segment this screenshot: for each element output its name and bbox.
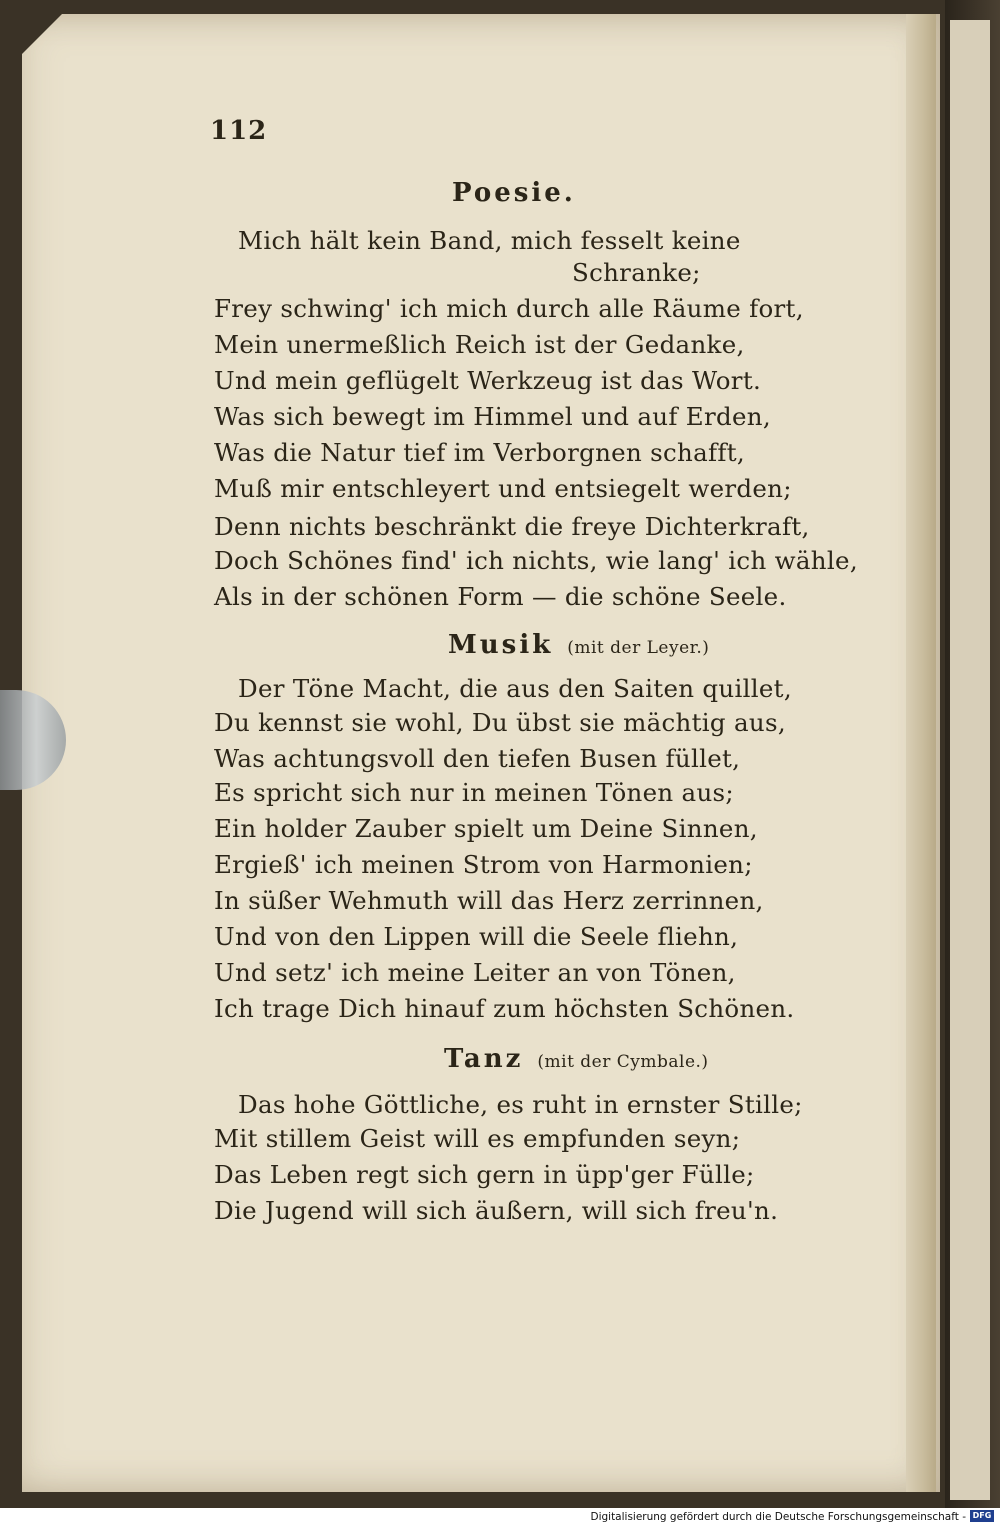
heading-note: (mit der Cymbale.): [537, 1052, 709, 1072]
poem-line: Das hohe Göttliche, es ruht in ernster Stille;: [238, 1090, 803, 1119]
poem-line: Ich trage Dich hinauf zum höchsten Schönen.: [214, 994, 795, 1023]
funding-credit: Digitalisierung gefördert durch die Deutsche Forschungsgemeinschaft -: [590, 1511, 966, 1523]
poem-line: Schranke;: [572, 258, 701, 287]
poem-line: Doch Schönes find' ich nichts, wie lang' ich wähle,: [214, 546, 858, 575]
poem-line: Und setz' ich meine Leiter an von Tönen,: [214, 958, 736, 987]
heading-title: Musik: [448, 630, 554, 660]
poem-line: Was die Natur tief im Verborgnen schafft,: [214, 438, 745, 467]
poem-line: Mit stillem Geist will es empfunden seyn;: [214, 1124, 741, 1153]
poem-line: Es spricht sich nur in meinen Tönen aus;: [214, 778, 734, 807]
poem-line: Mich hält kein Band, mich fesselt keine: [238, 226, 741, 255]
poem-line: Was achtungsvoll den tiefen Busen füllet,: [214, 744, 741, 773]
section-heading-musik: [448, 630, 709, 660]
poem-line: Die Jugend will sich äußern, will sich freu'n.: [214, 1196, 779, 1225]
poem-line: Als in der schönen Form — die schöne Seele.: [214, 582, 787, 611]
poem-line: Du kennst sie wohl, Du übst sie mächtig aus,: [214, 708, 786, 737]
section-heading-tanz: [444, 1044, 709, 1074]
poem-line: In süßer Wehmuth will das Herz zerrinnen,: [214, 886, 764, 915]
page-gutter-shadow: [906, 14, 936, 1492]
poem-line: Was sich bewegt im Himmel und auf Erden,: [214, 402, 771, 431]
heading-title: Poesie.: [452, 178, 576, 208]
poem-line: Und mein geflügelt Werkzeug ist das Wort.: [214, 366, 762, 395]
poem-line: Und von den Lippen will die Seele fliehn,: [214, 922, 739, 951]
dfg-logo: DFG: [970, 1510, 994, 1522]
poem-line: Der Töne Macht, die aus den Saiten quillet,: [238, 674, 792, 703]
poem-line: Mein unermeßlich Reich ist der Gedanke,: [214, 330, 745, 359]
page-corner-fold: [22, 14, 62, 54]
poem-line: Muß mir entschleyert und entsiegelt werden;: [214, 474, 792, 503]
poem-line: Frey schwing' ich mich durch alle Räume fort,: [214, 294, 804, 323]
poem-line: Das Leben regt sich gern in üpp'ger Fülle;: [214, 1160, 755, 1189]
heading-title: Tanz: [444, 1044, 524, 1074]
facing-page-edge: [950, 20, 990, 1500]
poem-line: Ergieß' ich meinen Strom von Harmonien;: [214, 850, 753, 879]
heading-note: (mit der Leyer.): [567, 638, 710, 658]
page-number: 112: [210, 116, 268, 146]
section-heading-poesie: [452, 178, 576, 208]
poem-line: Ein holder Zauber spielt um Deine Sinnen,: [214, 814, 758, 843]
poem-line: Denn nichts beschränkt die freye Dichterkraft,: [214, 512, 810, 541]
